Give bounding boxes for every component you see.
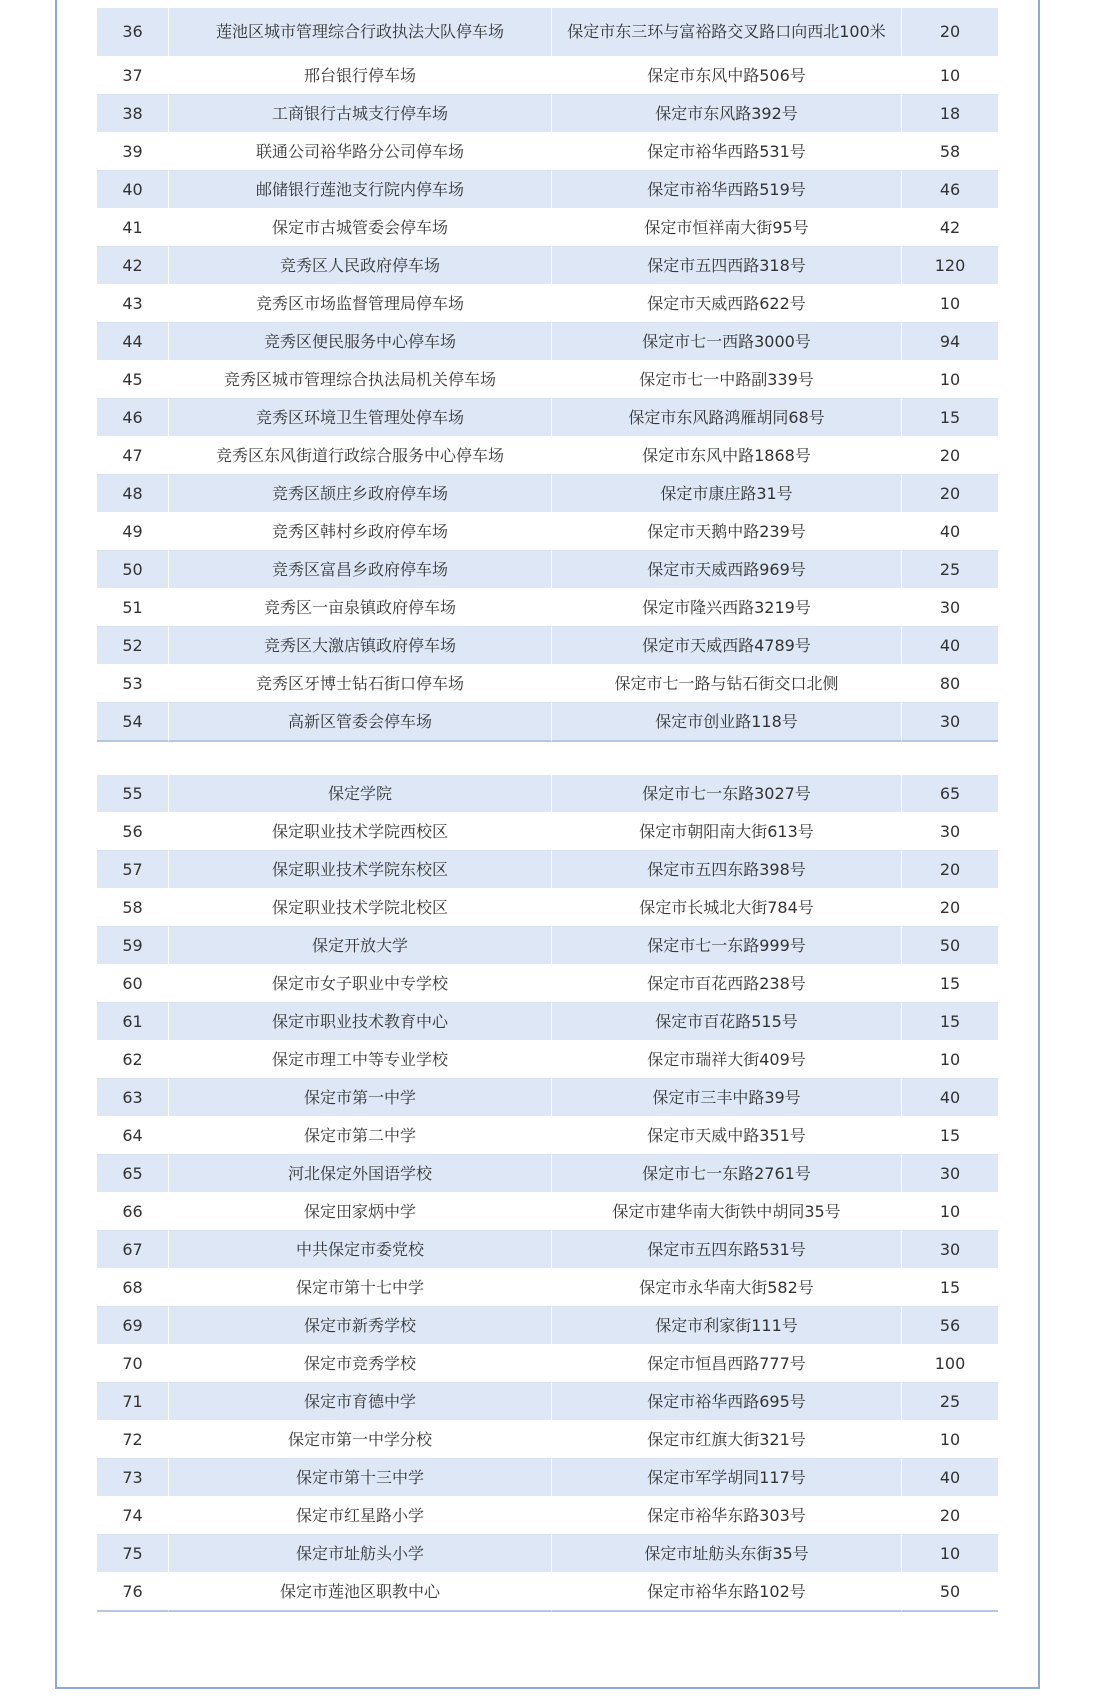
cell-number: 41	[97, 209, 169, 247]
cell-number: 65	[97, 1155, 169, 1193]
cell-location-name: 保定市第二中学	[169, 1117, 552, 1155]
cell-address: 保定市裕华西路519号	[552, 171, 902, 209]
cell-number: 75	[97, 1535, 169, 1573]
cell-address: 保定市五四西路318号	[552, 247, 902, 285]
cell-location-name: 保定市第一中学分校	[169, 1421, 552, 1459]
cell-number: 74	[97, 1497, 169, 1535]
cell-location-name: 工商银行古城支行停车场	[169, 95, 552, 133]
cell-number: 66	[97, 1193, 169, 1231]
cell-number: 69	[97, 1307, 169, 1345]
cell-number: 47	[97, 437, 169, 475]
cell-address: 保定市康庄路31号	[552, 475, 902, 513]
cell-location-name: 保定市女子职业中专学校	[169, 965, 552, 1003]
cell-location-name: 竞秀区一亩泉镇政府停车场	[169, 589, 552, 627]
cell-space-count: 100	[902, 1345, 998, 1383]
cell-address: 保定市建华南大街铁中胡同35号	[552, 1193, 902, 1231]
cell-number: 62	[97, 1041, 169, 1079]
cell-space-count: 80	[902, 665, 998, 703]
cell-address: 保定市天鹅中路239号	[552, 513, 902, 551]
cell-number: 38	[97, 95, 169, 133]
table-row	[97, 665, 998, 703]
cell-location-name: 邮储银行莲池支行院内停车场	[169, 171, 552, 209]
cell-location-name: 保定市育德中学	[169, 1383, 552, 1421]
cell-space-count: 15	[902, 965, 998, 1003]
cell-space-count: 94	[902, 323, 998, 361]
cell-location-name: 保定市第十三中学	[169, 1459, 552, 1497]
cell-location-name: 保定市新秀学校	[169, 1307, 552, 1345]
cell-address: 保定市天威中路351号	[552, 1117, 902, 1155]
cell-location-name: 保定市址舫头小学	[169, 1535, 552, 1573]
table-row	[97, 285, 998, 323]
cell-location-name: 竞秀区牙博士钻石街口停车场	[169, 665, 552, 703]
cell-number: 51	[97, 589, 169, 627]
cell-number: 54	[97, 703, 169, 742]
cell-number: 45	[97, 361, 169, 399]
cell-space-count: 65	[902, 775, 998, 813]
cell-address: 保定市五四东路398号	[552, 851, 902, 889]
cell-number: 57	[97, 851, 169, 889]
table-row	[97, 247, 998, 285]
cell-number: 40	[97, 171, 169, 209]
cell-address: 保定市裕华西路531号	[552, 133, 902, 171]
cell-address: 保定市利家街111号	[552, 1307, 902, 1345]
table-row	[97, 1383, 998, 1421]
table-row	[97, 965, 998, 1003]
cell-location-name: 保定田家炳中学	[169, 1193, 552, 1231]
cell-location-name: 保定职业技术学院西校区	[169, 813, 552, 851]
cell-space-count: 30	[902, 1155, 998, 1193]
cell-address: 保定市五四东路531号	[552, 1231, 902, 1269]
cell-number: 70	[97, 1345, 169, 1383]
table-row	[97, 209, 998, 247]
cell-space-count: 20	[902, 437, 998, 475]
cell-number: 39	[97, 133, 169, 171]
cell-space-count: 30	[902, 703, 998, 742]
cell-location-name: 保定市竞秀学校	[169, 1345, 552, 1383]
table-row	[97, 1003, 998, 1041]
cell-address: 保定市裕华东路102号	[552, 1573, 902, 1612]
cell-number: 44	[97, 323, 169, 361]
cell-space-count: 20	[902, 851, 998, 889]
cell-location-name: 保定职业技术学院东校区	[169, 851, 552, 889]
table-row	[97, 399, 998, 437]
cell-address: 保定市百花路515号	[552, 1003, 902, 1041]
cell-space-count: 40	[902, 1079, 998, 1117]
table-row	[97, 95, 998, 133]
cell-number: 37	[97, 57, 169, 95]
cell-address: 保定市七一东路2761号	[552, 1155, 902, 1193]
cell-address: 保定市百花西路238号	[552, 965, 902, 1003]
cell-location-name: 莲池区城市管理综合行政执法大队停车场	[169, 8, 552, 57]
cell-location-name: 中共保定市委党校	[169, 1231, 552, 1269]
cell-location-name: 竞秀区城市管理综合执法局机关停车场	[169, 361, 552, 399]
cell-space-count: 10	[902, 1193, 998, 1231]
table-row	[97, 1535, 998, 1573]
cell-location-name: 保定职业技术学院北校区	[169, 889, 552, 927]
table-row	[97, 1421, 998, 1459]
cell-number: 59	[97, 927, 169, 965]
cell-location-name: 保定市古城管委会停车场	[169, 209, 552, 247]
cell-space-count: 20	[902, 475, 998, 513]
table-row	[97, 437, 998, 475]
cell-address: 保定市址舫头东街35号	[552, 1535, 902, 1573]
cell-space-count: 15	[902, 1003, 998, 1041]
cell-address: 保定市恒祥南大街95号	[552, 209, 902, 247]
cell-number: 68	[97, 1269, 169, 1307]
cell-location-name: 保定市红星路小学	[169, 1497, 552, 1535]
cell-location-name: 保定开放大学	[169, 927, 552, 965]
cell-location-name: 竞秀区韩村乡政府停车场	[169, 513, 552, 551]
parking-table-government	[97, 8, 998, 742]
cell-number: 72	[97, 1421, 169, 1459]
cell-location-name: 保定市莲池区职教中心	[169, 1573, 552, 1612]
cell-number: 53	[97, 665, 169, 703]
cell-address: 保定市七一西路3000号	[552, 323, 902, 361]
cell-location-name: 河北保定外国语学校	[169, 1155, 552, 1193]
table-row	[97, 475, 998, 513]
cell-address: 保定市七一东路3027号	[552, 775, 902, 813]
cell-space-count: 10	[902, 1535, 998, 1573]
cell-address: 保定市永华南大街582号	[552, 1269, 902, 1307]
cell-space-count: 25	[902, 551, 998, 589]
cell-location-name: 竞秀区便民服务中心停车场	[169, 323, 552, 361]
table-row	[97, 775, 998, 813]
cell-space-count: 15	[902, 1117, 998, 1155]
cell-space-count: 10	[902, 285, 998, 323]
cell-location-name: 保定学院	[169, 775, 552, 813]
cell-space-count: 30	[902, 589, 998, 627]
cell-space-count: 30	[902, 1231, 998, 1269]
cell-address: 保定市天威西路622号	[552, 285, 902, 323]
cell-address: 保定市裕华西路695号	[552, 1383, 902, 1421]
cell-space-count: 58	[902, 133, 998, 171]
cell-location-name: 保定市第十七中学	[169, 1269, 552, 1307]
cell-address: 保定市裕华东路303号	[552, 1497, 902, 1535]
table-row	[97, 889, 998, 927]
cell-space-count: 10	[902, 57, 998, 95]
cell-address: 保定市三丰中路39号	[552, 1079, 902, 1117]
cell-number: 56	[97, 813, 169, 851]
table-row	[97, 1231, 998, 1269]
cell-location-name: 保定市理工中等专业学校	[169, 1041, 552, 1079]
cell-space-count: 10	[902, 361, 998, 399]
table-row	[97, 551, 998, 589]
cell-number: 46	[97, 399, 169, 437]
cell-space-count: 40	[902, 1459, 998, 1497]
cell-location-name: 竞秀区市场监督管理局停车场	[169, 285, 552, 323]
table-row	[97, 1155, 998, 1193]
cell-space-count: 20	[902, 8, 998, 57]
cell-space-count: 20	[902, 1497, 998, 1535]
cell-number: 73	[97, 1459, 169, 1497]
cell-number: 36	[97, 8, 169, 57]
cell-location-name: 联通公司裕华路分公司停车场	[169, 133, 552, 171]
table-row	[97, 1459, 998, 1497]
cell-address: 保定市朝阳南大街613号	[552, 813, 902, 851]
cell-address: 保定市军学胡同117号	[552, 1459, 902, 1497]
table-row	[97, 1117, 998, 1155]
cell-number: 42	[97, 247, 169, 285]
cell-space-count: 10	[902, 1421, 998, 1459]
cell-space-count: 18	[902, 95, 998, 133]
cell-location-name: 保定市第一中学	[169, 1079, 552, 1117]
cell-number: 52	[97, 627, 169, 665]
table-row	[97, 1193, 998, 1231]
cell-number: 61	[97, 1003, 169, 1041]
cell-space-count: 40	[902, 513, 998, 551]
cell-address: 保定市天威西路4789号	[552, 627, 902, 665]
cell-address: 保定市七一中路副339号	[552, 361, 902, 399]
cell-space-count: 25	[902, 1383, 998, 1421]
table-row	[97, 323, 998, 361]
cell-space-count: 10	[902, 1041, 998, 1079]
cell-location-name: 竞秀区环境卫生管理处停车场	[169, 399, 552, 437]
parking-table-schools	[97, 775, 998, 1612]
table-row	[97, 813, 998, 851]
cell-address: 保定市东风中路1868号	[552, 437, 902, 475]
table-row	[97, 133, 998, 171]
cell-address: 保定市七一东路999号	[552, 927, 902, 965]
table-row	[97, 1269, 998, 1307]
cell-number: 71	[97, 1383, 169, 1421]
cell-number: 55	[97, 775, 169, 813]
cell-address: 保定市恒昌西路777号	[552, 1345, 902, 1383]
table-row	[97, 627, 998, 665]
cell-address: 保定市红旗大街321号	[552, 1421, 902, 1459]
cell-address: 保定市隆兴西路3219号	[552, 589, 902, 627]
table-row	[97, 1345, 998, 1383]
cell-address: 保定市东三环与富裕路交叉路口向西北100米	[552, 8, 902, 57]
cell-location-name: 竞秀区颉庄乡政府停车场	[169, 475, 552, 513]
cell-space-count: 46	[902, 171, 998, 209]
cell-number: 64	[97, 1117, 169, 1155]
table-row	[97, 851, 998, 889]
table-row	[97, 361, 998, 399]
cell-space-count: 40	[902, 627, 998, 665]
table-row	[97, 927, 998, 965]
cell-address: 保定市七一路与钻石街交口北侧	[552, 665, 902, 703]
cell-number: 67	[97, 1231, 169, 1269]
cell-address: 保定市瑞祥大街409号	[552, 1041, 902, 1079]
cell-space-count: 120	[902, 247, 998, 285]
cell-location-name: 竞秀区大激店镇政府停车场	[169, 627, 552, 665]
cell-address: 保定市长城北大街784号	[552, 889, 902, 927]
cell-address: 保定市东风路鸿雁胡同68号	[552, 399, 902, 437]
cell-location-name: 保定市职业技术教育中心	[169, 1003, 552, 1041]
cell-location-name: 高新区管委会停车场	[169, 703, 552, 742]
table-row	[97, 57, 998, 95]
cell-location-name: 竞秀区人民政府停车场	[169, 247, 552, 285]
cell-space-count: 15	[902, 399, 998, 437]
cell-number: 58	[97, 889, 169, 927]
cell-space-count: 50	[902, 1573, 998, 1612]
cell-space-count: 42	[902, 209, 998, 247]
cell-number: 48	[97, 475, 169, 513]
cell-location-name: 竞秀区东风街道行政综合服务中心停车场	[169, 437, 552, 475]
cell-address: 保定市东风路392号	[552, 95, 902, 133]
table-row	[97, 1307, 998, 1345]
cell-space-count: 50	[902, 927, 998, 965]
cell-location-name: 邢台银行停车场	[169, 57, 552, 95]
table-row	[97, 1079, 998, 1117]
cell-number: 76	[97, 1573, 169, 1612]
cell-space-count: 15	[902, 1269, 998, 1307]
cell-location-name: 竞秀区富昌乡政府停车场	[169, 551, 552, 589]
cell-address: 保定市天威西路969号	[552, 551, 902, 589]
cell-number: 49	[97, 513, 169, 551]
cell-address: 保定市东风中路506号	[552, 57, 902, 95]
table-row	[97, 703, 998, 742]
cell-number: 63	[97, 1079, 169, 1117]
cell-space-count: 30	[902, 813, 998, 851]
table-row	[97, 171, 998, 209]
cell-number: 50	[97, 551, 169, 589]
cell-address: 保定市创业路118号	[552, 703, 902, 742]
cell-number: 43	[97, 285, 169, 323]
cell-number: 60	[97, 965, 169, 1003]
table-row	[97, 589, 998, 627]
table-row	[97, 1573, 998, 1612]
cell-space-count: 56	[902, 1307, 998, 1345]
table-row	[97, 1041, 998, 1079]
table-row	[97, 8, 998, 57]
cell-space-count: 20	[902, 889, 998, 927]
table-row	[97, 1497, 998, 1535]
table-row	[97, 513, 998, 551]
